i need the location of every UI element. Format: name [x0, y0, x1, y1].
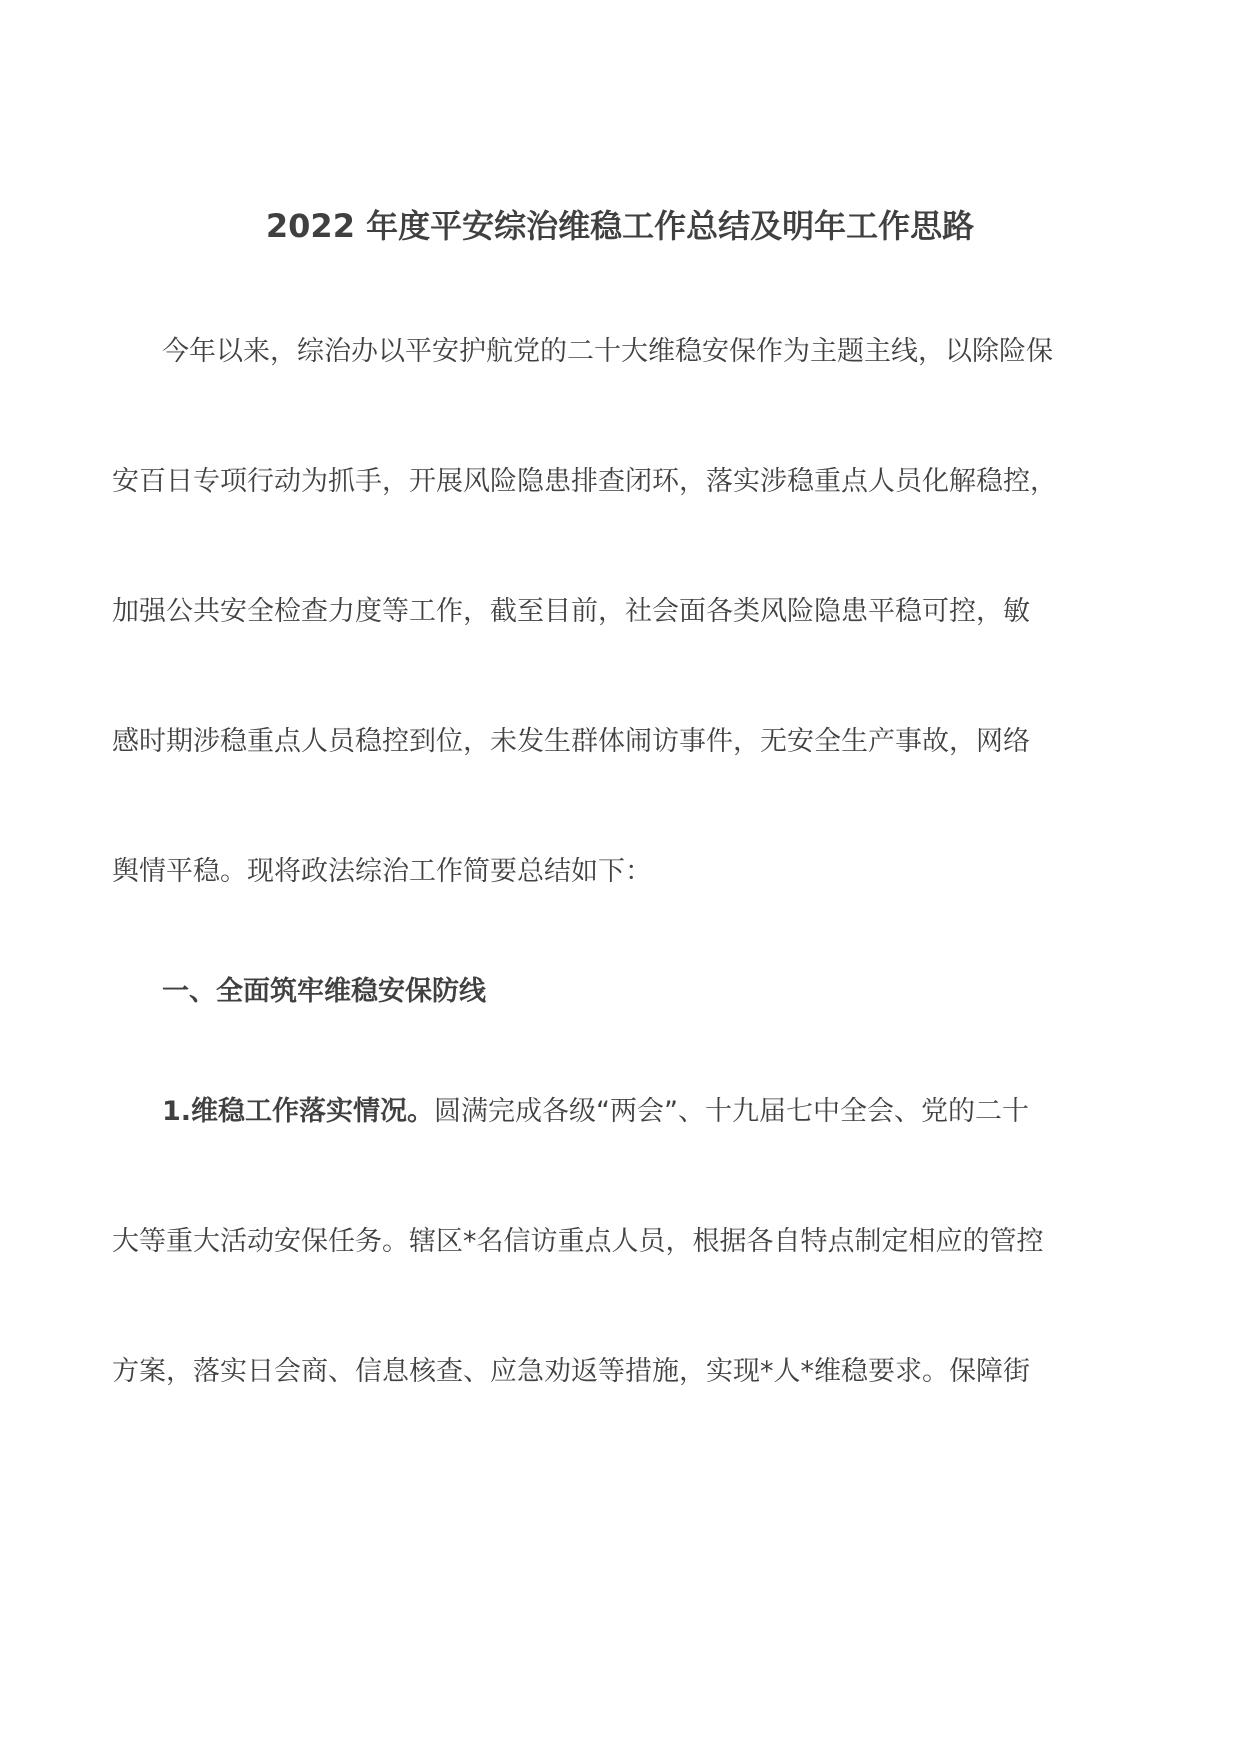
paragraph-line: 方案，落实日会商、信息核查、应急劝返等措施，实现*人*维稳要求。保障街	[112, 1356, 1030, 1387]
paragraph-line: 加强公共安全检查力度等工作，截至目前，社会面各类风险隐患平稳可控，敏	[112, 596, 1030, 627]
section-heading: 一、全面筑牢维稳安保防线	[162, 976, 486, 1007]
item-text: 圆满完成各级“两会”、十九届七中全会、党的二十	[434, 1096, 1030, 1127]
paragraph-line: 舆情平稳。现将政法综治工作简要总结如下：	[112, 856, 652, 887]
document-title: 2022 年度平安综治维稳工作总结及明年工作思路	[265, 207, 975, 245]
paragraph-line: 感时期涉稳重点人员稳控到位，未发生群体闹访事件，无安全生产事故，网络	[112, 726, 1030, 757]
paragraph-line: 安百日专项行动为抓手，开展风险隐患排查闭环，落实涉稳重点人员化解稳控，	[112, 466, 1057, 497]
paragraph-line: 大等重大活动安保任务。辖区*名信访重点人员，根据各自特点制定相应的管控	[112, 1226, 1044, 1257]
paragraph-line: 今年以来，综治办以平安护航党的二十大维稳安保作为主题主线，以除险保	[162, 336, 1053, 367]
item-heading: 1.维稳工作落实情况。	[162, 1096, 435, 1127]
item-first-line	[162, 1092, 1192, 1132]
